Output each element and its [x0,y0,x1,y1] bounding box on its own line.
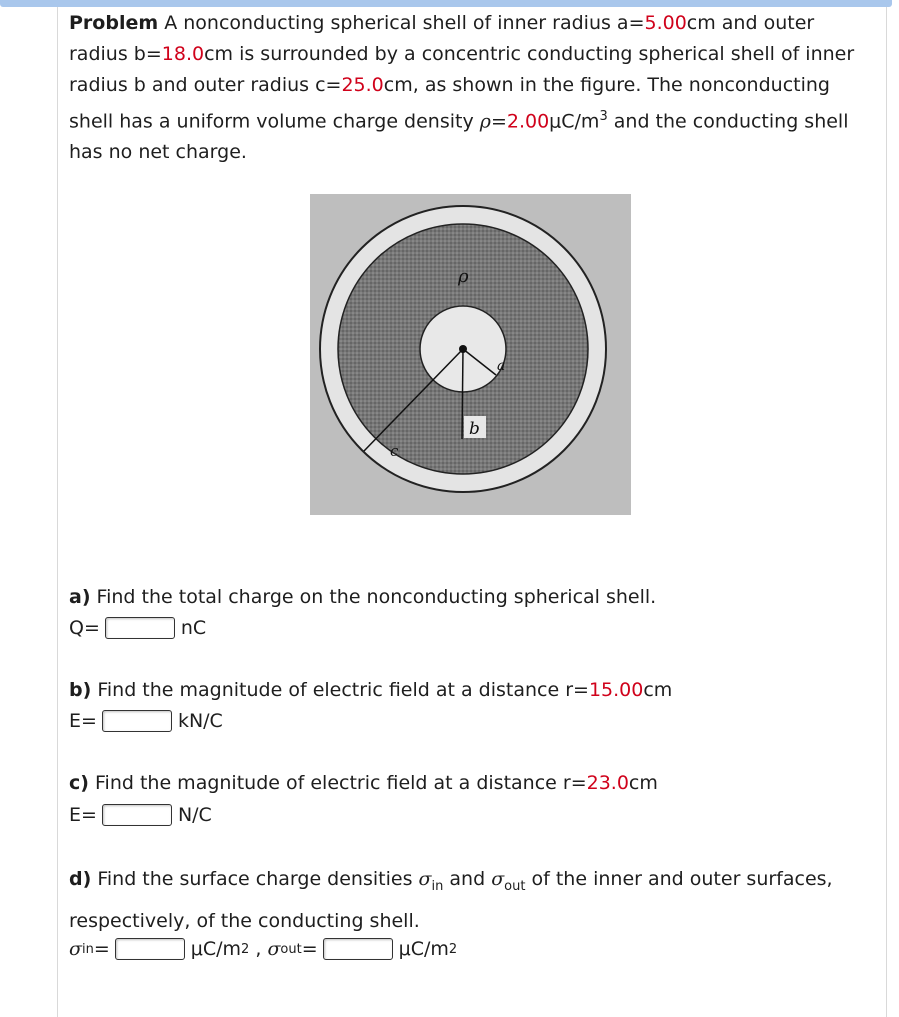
part-a-answer-input[interactable] [105,617,175,639]
sigma-out-unit: μC/m [398,938,449,960]
rho-unit: μC/m [549,110,600,133]
b-value: 18.0 [161,43,205,65]
part-c-answer-input[interactable] [102,804,172,826]
sigma-out-unit-exponent: 2 [448,941,458,957]
sigma-in-unit-exponent: 2 [241,941,250,957]
b-label: b [469,419,480,439]
rho-value: 2.00 [506,110,550,133]
part-d-separator: , [249,938,268,960]
part-c-label: c) [69,772,89,794]
part-c-variable: E= [69,804,97,826]
problem-label: Problem [69,12,159,34]
part-b-question [69,675,869,706]
sigma-in-var-subscript: in [81,941,94,957]
sigma-in-subscript: in [431,878,444,894]
sigma-in-answer-input[interactable] [115,938,185,960]
rho-label: ρ [458,266,469,287]
sigma-in-symbol: σ [418,868,432,890]
top-border [0,0,892,7]
problem-text-2: cm and outer radius b= [69,12,815,65]
radius-b-line [462,349,463,439]
problem-text-6: and the conducting shell has no net charge. [69,110,849,164]
part-c-answer-row [69,804,212,826]
part-a-text: Find the total charge on the nonconducting spherical shell. [90,586,657,608]
rho-symbol: ρ [479,110,491,133]
part-b-unit: kN/C [177,710,223,732]
sigma-out-symbol: σ [491,868,505,890]
part-c-question [69,768,869,799]
problem-text-4: cm, as shown in the figure. The nonconducting shell has a uniform volume charge density [69,74,830,133]
part-d-label: d) [69,868,92,890]
part-b-r-value: 15.00 [588,679,644,701]
part-a-label: a) [69,586,91,608]
part-a-answer-row [69,617,206,639]
problem-text-5: = [490,110,507,133]
part-c-r-unit: cm [628,772,658,794]
part-d-text-2: of the inner and outer surfaces, respectively, of the conducting shell. [69,868,833,932]
part-a-variable: Q= [69,617,100,639]
part-b-r-unit: cm [643,679,673,701]
sigma-out-equals: = [301,938,318,960]
part-c-unit: N/C [177,804,212,826]
problem-text-1: A nonconducting spherical shell of inner radius a= [158,12,645,34]
part-b-label: b) [69,679,92,701]
part-d-and: and [443,868,492,890]
c-label: c [390,442,399,460]
part-d-answer-row [69,938,457,960]
part-b-answer-input[interactable] [102,710,172,732]
a-label: a [497,358,506,374]
part-c-r-value: 23.0 [586,772,629,794]
rho-exponent: 3 [599,109,608,124]
part-b-answer-row [69,710,223,732]
sigma-out-var-subscript: out [280,941,302,957]
part-c-text: Find the magnitude of electric field at a distance r= [88,772,587,794]
sigma-in-equals: = [93,938,110,960]
part-b-variable: E= [69,710,97,732]
problem-statement [69,8,869,168]
part-d-text-1: Find the surface charge densities [91,868,419,890]
sigma-out-var-symbol: σ [267,938,281,960]
c-value: 25.0 [341,74,384,96]
part-a-unit: nC [180,617,207,639]
part-b-text: Find the magnitude of electric field at a distance r= [91,679,589,701]
sigma-out-answer-input[interactable] [323,938,393,960]
a-value: 5.00 [644,12,687,34]
shell-figure [310,194,631,515]
part-a-question [69,582,869,613]
sigma-out-subscript: out [504,878,526,894]
problem-text-3: cm is surrounded by a concentric conducting spherical shell of inner radius b and outer radius c= [69,43,855,96]
part-d-question [69,862,869,939]
sigma-in-var-symbol: σ [69,938,82,960]
sigma-in-unit: μC/m [190,938,242,960]
